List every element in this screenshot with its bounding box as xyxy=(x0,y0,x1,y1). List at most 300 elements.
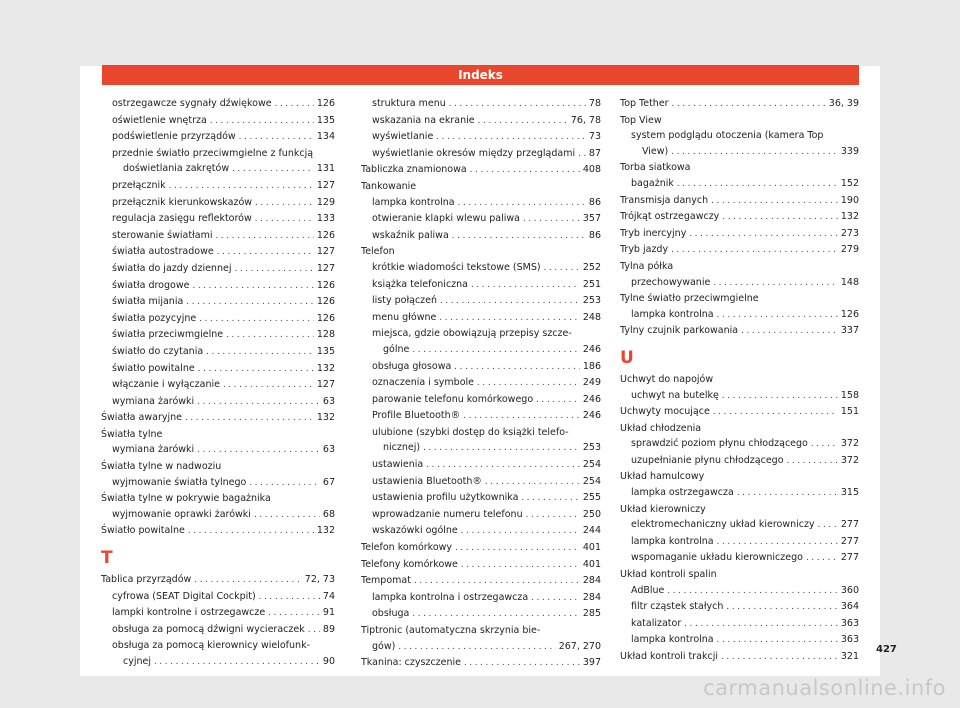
dot-leader xyxy=(308,623,320,639)
entry-page: 127 xyxy=(316,262,335,274)
dot-leader xyxy=(811,437,838,453)
entry-page: 360 xyxy=(840,584,859,596)
entry-page: 86 xyxy=(588,196,601,208)
dot-leader xyxy=(717,535,838,551)
dot-leader xyxy=(672,97,826,113)
index-entry xyxy=(620,649,859,666)
dot-leader xyxy=(197,443,320,459)
dot-leader xyxy=(454,360,580,376)
entry-page: 133 xyxy=(316,213,335,225)
dot-leader xyxy=(412,607,579,623)
index-entry xyxy=(361,375,601,392)
dot-leader xyxy=(259,590,320,606)
entry-label: ustawienia Bluetooth® xyxy=(372,475,482,487)
dot-leader xyxy=(234,262,313,278)
dot-leader xyxy=(423,441,580,457)
index-entry xyxy=(361,260,601,277)
dot-leader xyxy=(223,378,314,394)
index-entry xyxy=(361,195,601,212)
entry-label: ostrzegawcze sygnały dźwiękowe xyxy=(112,98,272,109)
index-entry xyxy=(101,523,335,540)
index-entry xyxy=(101,654,335,671)
entry-page: 126 xyxy=(840,308,859,320)
entry-label: lampka kontrolna xyxy=(631,634,714,646)
entry-label: przełącznik kierunkowskazów xyxy=(112,196,253,208)
dot-leader xyxy=(463,409,580,425)
entry-page: 277 xyxy=(840,552,859,564)
index-heading: Układ kontroli spalin xyxy=(620,569,717,581)
entry-label: sterowanie światłami xyxy=(112,229,213,241)
entry-page: 135 xyxy=(316,114,335,126)
entry-label: oznaczenia i symbole xyxy=(372,377,475,389)
entry-label: wyświetlanie xyxy=(372,131,434,143)
entry-page: 277 xyxy=(840,519,859,531)
entry-label: gólne xyxy=(383,343,410,355)
index-entry xyxy=(101,589,335,606)
entry-page: 364 xyxy=(840,601,859,613)
entry-page: 284 xyxy=(582,575,601,587)
index-entry xyxy=(101,178,335,195)
entry-page: 76, 78 xyxy=(570,114,601,126)
index-entry xyxy=(361,540,601,557)
index-entry xyxy=(101,344,335,361)
entry-page: 273 xyxy=(840,227,859,239)
entry-label: Top Tether xyxy=(620,98,669,109)
index-entry xyxy=(101,361,335,378)
dot-leader xyxy=(726,600,837,616)
index-entry xyxy=(620,436,859,453)
index-entry xyxy=(620,485,859,502)
index-entry xyxy=(361,146,601,163)
index-entry xyxy=(101,327,335,344)
entry-label: Uchwyty mocujące xyxy=(620,406,710,418)
index-entry xyxy=(361,590,601,607)
page-header xyxy=(102,65,859,85)
index-entry xyxy=(361,359,601,376)
entry-page: 279 xyxy=(840,244,859,256)
entry-label: Układ kontroli trakcji xyxy=(620,651,719,662)
index-heading: Światła tylne w pokrywie bagażnika xyxy=(101,493,271,505)
entry-page: 321 xyxy=(840,651,859,662)
index-entry xyxy=(361,277,601,294)
entry-page: 132 xyxy=(316,525,335,537)
dot-leader xyxy=(713,405,838,421)
dot-leader xyxy=(197,395,320,411)
index-entry xyxy=(620,242,859,259)
index-entry xyxy=(361,523,601,540)
index-column-1 xyxy=(101,96,335,671)
dot-leader xyxy=(671,243,838,259)
entry-page: 67 xyxy=(322,476,335,488)
dot-leader xyxy=(440,294,580,310)
dot-leader xyxy=(455,541,580,557)
index-heading: Tankowanie xyxy=(361,180,417,192)
entry-label: menu główne xyxy=(372,311,437,323)
entry-label: obsługa głosowa xyxy=(372,360,452,372)
dot-leader xyxy=(531,591,580,607)
dot-leader xyxy=(239,130,314,146)
entry-label: regulacja zasięgu reflektorów xyxy=(112,213,252,225)
entry-label: Tryb jazdy xyxy=(620,244,669,256)
index-entry xyxy=(361,310,601,327)
dot-leader xyxy=(188,524,314,540)
dot-leader xyxy=(818,518,838,534)
entry-page: 36, 39 xyxy=(828,98,859,109)
entry-label: nicznej) xyxy=(383,442,421,454)
dot-leader xyxy=(737,486,838,502)
index-heading: Układ hamulcowy xyxy=(620,471,705,483)
entry-label: lampka kontrolna xyxy=(631,308,714,320)
entry-page: 134 xyxy=(316,131,335,143)
entry-page: 251 xyxy=(582,278,601,290)
entry-page: 363 xyxy=(840,617,859,629)
dot-leader xyxy=(523,212,580,228)
dot-leader xyxy=(255,212,314,228)
index-entry xyxy=(101,261,335,278)
index-entry xyxy=(101,394,335,411)
index-entry xyxy=(101,475,335,492)
dot-leader xyxy=(521,491,579,507)
entry-label: Telefony komórkowe xyxy=(361,558,458,570)
entry-label: obsługa za pomocą dźwigni wycieraczek xyxy=(112,623,305,635)
entry-label: Transmisja danych xyxy=(620,194,709,206)
index-entry xyxy=(361,228,601,245)
index-entry xyxy=(361,96,601,113)
index-entry xyxy=(101,278,335,295)
entry-label: katalizator xyxy=(631,617,682,629)
entry-page: 246 xyxy=(582,343,601,355)
entry-page: 285 xyxy=(582,608,601,620)
dot-leader xyxy=(458,196,586,212)
entry-page: 249 xyxy=(582,377,601,389)
dot-leader xyxy=(544,261,580,277)
dot-leader xyxy=(199,312,314,328)
entry-page: 73 xyxy=(588,131,601,143)
entry-page: 63 xyxy=(322,444,335,456)
entry-label: oświetlenie wnętrza xyxy=(112,114,207,126)
dot-leader xyxy=(449,97,586,113)
index-entry xyxy=(101,228,335,245)
entry-page: 363 xyxy=(840,634,859,646)
entry-label: ustawienia profilu użytkownika xyxy=(372,492,519,504)
dot-leader xyxy=(198,362,314,378)
entry-label: cyjnej xyxy=(123,656,151,667)
entry-label: lampka kontrolna i ostrzegawcza xyxy=(372,591,529,603)
index-entry xyxy=(361,408,601,425)
entry-page: 158 xyxy=(840,389,859,401)
entry-label: Światła awaryjne xyxy=(101,412,182,424)
index-heading: Uchwyt do napojów xyxy=(620,373,714,385)
entry-label: Tempomat xyxy=(361,575,411,587)
index-entry xyxy=(361,557,601,574)
index-heading: Układ chłodzenia xyxy=(620,422,702,434)
entry-page: 87 xyxy=(588,147,601,159)
dot-leader xyxy=(536,393,580,409)
entry-page: 246 xyxy=(582,393,601,405)
entry-page: 126 xyxy=(316,98,335,109)
index-heading: przednie światło przeciwmgielne z funkcją xyxy=(112,147,314,159)
entry-label: View) xyxy=(642,145,669,157)
entry-label: otwieranie klapki wlewu paliwa xyxy=(372,213,520,225)
index-heading: Układ kierowniczy xyxy=(620,503,706,515)
entry-page: 190 xyxy=(840,194,859,206)
page-number: 427 xyxy=(876,644,897,655)
entry-page: 63 xyxy=(322,395,335,407)
index-heading: miejsca, gdzie obowiązują przepisy szcze- xyxy=(372,328,572,340)
entry-page: 401 xyxy=(582,542,601,554)
entry-page: 397 xyxy=(582,657,601,669)
dot-leader xyxy=(471,278,580,294)
entry-label: światła mijania xyxy=(112,296,184,308)
index-entry xyxy=(620,275,859,292)
entry-label: Tkanina: czyszczenie xyxy=(361,657,462,669)
dot-leader xyxy=(689,227,838,243)
entry-label: filtr cząstek stałych xyxy=(631,601,724,613)
entry-page: 78 xyxy=(588,98,601,109)
index-entry xyxy=(620,453,859,470)
dot-leader xyxy=(526,508,580,524)
dot-leader xyxy=(412,343,580,359)
entry-label: Tryb inercyjny xyxy=(620,227,687,239)
index-entry xyxy=(620,583,859,600)
index-entry xyxy=(101,410,335,427)
entry-label: struktura menu xyxy=(372,98,446,109)
index-entry xyxy=(101,211,335,228)
dot-leader xyxy=(787,454,838,470)
entry-label: Trójkąt ostrzegawczy xyxy=(620,211,720,223)
index-entry xyxy=(620,144,859,161)
entry-page: 337 xyxy=(840,325,859,337)
index-entry xyxy=(620,323,859,340)
index-entry xyxy=(361,113,601,130)
index-heading: ulubione (szybki dostęp do książki telefo- xyxy=(372,426,569,438)
entry-page: 68 xyxy=(322,508,335,520)
index-entry xyxy=(620,550,859,567)
entry-page: 86 xyxy=(588,229,601,241)
index-heading: Torba siatkowa xyxy=(620,162,691,174)
dot-leader xyxy=(255,196,314,212)
index-heading: Tylne światło przeciwmgielne xyxy=(620,293,759,305)
entry-page: 148 xyxy=(840,276,859,288)
entry-page: 126 xyxy=(316,312,335,324)
index-entry xyxy=(361,211,601,228)
entry-label: krótkie wiadomości tekstowe (SMS) xyxy=(372,261,541,273)
entry-page: 128 xyxy=(316,329,335,341)
dot-leader xyxy=(206,345,314,361)
entry-label: wyświetlanie okresów między przeglądami xyxy=(372,147,576,159)
dot-leader xyxy=(721,650,838,666)
entry-label: uchwyt na butelkę xyxy=(631,389,719,401)
index-entry xyxy=(620,96,859,113)
entry-label: wprowadzanie numeru telefonu xyxy=(372,508,523,520)
entry-label: światła autostradowe xyxy=(112,246,214,258)
entry-page: 135 xyxy=(316,345,335,357)
entry-label: gów) xyxy=(372,640,396,652)
entry-page: 127 xyxy=(316,179,335,191)
entry-label: światła przeciwmgielne xyxy=(112,329,224,341)
dot-leader xyxy=(722,389,838,405)
entry-page: 90 xyxy=(322,656,335,667)
entry-label: światła drogowe xyxy=(112,279,190,291)
entry-label: wskazania na ekranie xyxy=(372,114,475,126)
dot-leader xyxy=(717,308,838,324)
index-entry xyxy=(620,632,859,649)
entry-page: 252 xyxy=(582,261,601,273)
entry-page: 267, 270 xyxy=(558,640,601,652)
dot-leader xyxy=(414,574,580,590)
dot-leader xyxy=(232,162,314,178)
entry-label: wyjmowanie światła tylnego xyxy=(112,476,247,488)
entry-page: 91 xyxy=(322,607,335,619)
entry-label: światło do czytania xyxy=(112,345,204,357)
entry-label: lampka kontrolna xyxy=(372,196,455,208)
index-entry xyxy=(361,474,601,491)
entry-label: przechowywanie xyxy=(631,276,711,288)
dot-leader xyxy=(717,633,838,649)
index-entry xyxy=(101,605,335,622)
dot-leader xyxy=(667,584,837,600)
entry-label: bagażnik xyxy=(631,177,674,189)
entry-page: 126 xyxy=(316,279,335,291)
index-entry xyxy=(361,606,601,623)
dot-leader xyxy=(185,411,314,427)
entry-label: sprawdzić poziom płynu chłodzącego xyxy=(631,438,808,450)
index-entry xyxy=(361,457,601,474)
entry-page: 357 xyxy=(582,213,601,225)
entry-label: włączanie i wyłączanie xyxy=(112,379,220,391)
dot-leader xyxy=(684,617,838,633)
index-entry xyxy=(361,129,601,146)
entry-page: 254 xyxy=(582,459,601,471)
entry-label: uzupełnianie płynu chłodzącego xyxy=(631,454,784,466)
index-entry xyxy=(101,96,335,113)
index-heading: Tiptronic (automatyczna skrzynia bie- xyxy=(361,625,541,636)
dot-leader xyxy=(210,114,314,130)
entry-label: parowanie telefonu komórkowego xyxy=(372,393,534,405)
entry-page: 284 xyxy=(582,591,601,603)
entry-label: lampka ostrzegawcza xyxy=(631,487,734,499)
entry-label: cyfrowa (SEAT Digital Cockpit) xyxy=(112,590,256,602)
entry-label: listy połączeń xyxy=(372,295,438,307)
entry-page: 132 xyxy=(316,412,335,424)
entry-label: elektromechaniczny układ kierowniczy xyxy=(631,519,815,531)
entry-page: 244 xyxy=(582,525,601,537)
entry-page: 315 xyxy=(840,487,859,499)
index-entry xyxy=(620,404,859,421)
entry-page: 255 xyxy=(582,492,601,504)
entry-page: 186 xyxy=(582,360,601,372)
index-entry xyxy=(361,392,601,409)
dot-leader xyxy=(398,640,555,656)
index-entry xyxy=(361,655,601,672)
dot-leader xyxy=(215,229,313,245)
index-entry xyxy=(101,195,335,212)
dot-leader xyxy=(671,145,838,161)
section-letter: U xyxy=(620,347,634,368)
entry-page: 74 xyxy=(322,590,335,602)
index-entry xyxy=(361,573,601,590)
entry-label: wskaźnik paliwa xyxy=(372,229,449,241)
entry-page: 339 xyxy=(840,145,859,157)
entry-label: podświetlenie przyrządów xyxy=(112,131,236,143)
index-entry xyxy=(101,294,335,311)
dot-leader xyxy=(192,279,313,295)
index-entry xyxy=(101,311,335,328)
entry-label: wskazówki ogólne xyxy=(372,525,458,537)
dot-leader xyxy=(439,311,580,327)
entry-page: 131 xyxy=(316,163,335,175)
entry-label: wyjmowanie oprawki żarówki xyxy=(112,508,251,520)
entry-label: AdBlue xyxy=(631,584,665,596)
entry-page: 127 xyxy=(316,246,335,258)
entry-label: Telefon komórkowy xyxy=(361,542,453,554)
index-heading: Tylna półka xyxy=(620,260,674,272)
index-entry xyxy=(620,599,859,616)
entry-page: 253 xyxy=(582,442,601,454)
entry-label: przełącznik xyxy=(112,179,166,191)
index-entry xyxy=(361,293,601,310)
index-entry xyxy=(101,161,335,178)
index-entry xyxy=(101,622,335,639)
index-entry xyxy=(101,113,335,130)
index-entry xyxy=(620,534,859,551)
entry-page: 372 xyxy=(840,438,859,450)
dot-leader xyxy=(436,130,586,146)
entry-page: 372 xyxy=(840,454,859,466)
index-entry xyxy=(620,193,859,210)
entry-page: 401 xyxy=(582,558,601,570)
entry-page: 250 xyxy=(582,508,601,520)
dot-leader xyxy=(722,210,838,226)
index-entry xyxy=(361,342,601,359)
entry-label: Tylny czujnik parkowania xyxy=(620,325,739,337)
index-entry xyxy=(620,176,859,193)
entry-page: 253 xyxy=(582,295,601,307)
index-heading: Telefon xyxy=(361,246,395,258)
entry-label: wymiana żarówki xyxy=(112,444,195,456)
index-entry xyxy=(361,490,601,507)
entry-label: lampki kontrolne i ostrzegawcze xyxy=(112,607,266,619)
entry-label: światła do jazdy dziennej xyxy=(112,262,232,274)
watermark-logo: carmanualsonline.info xyxy=(703,676,946,700)
dot-leader xyxy=(275,97,314,113)
dot-leader xyxy=(711,194,838,210)
dot-leader xyxy=(217,245,314,261)
index-entry xyxy=(620,307,859,324)
index-entry xyxy=(620,388,859,405)
index-entry xyxy=(101,572,335,589)
dot-leader xyxy=(186,295,314,311)
entry-page: 246 xyxy=(582,410,601,422)
entry-label: książka telefoniczna xyxy=(372,278,468,290)
dot-leader xyxy=(677,177,838,193)
index-heading: Top View xyxy=(620,114,662,126)
entry-label: Tabliczka znamionowa xyxy=(361,164,467,176)
index-entry xyxy=(620,517,859,534)
index-entry xyxy=(620,616,859,633)
index-entry xyxy=(361,639,601,656)
index-entry xyxy=(361,440,601,457)
entry-page: 254 xyxy=(582,475,601,487)
section-letter: T xyxy=(101,548,113,569)
entry-page: 126 xyxy=(316,296,335,308)
entry-label: ustawienia xyxy=(372,459,424,471)
entry-label: wspomaganie układu kierowniczego xyxy=(631,552,803,564)
entry-label: wymiana żarówki xyxy=(112,395,195,407)
entry-label: lampka kontrolna xyxy=(631,535,714,547)
dot-leader xyxy=(268,606,320,622)
index-entry xyxy=(101,244,335,261)
